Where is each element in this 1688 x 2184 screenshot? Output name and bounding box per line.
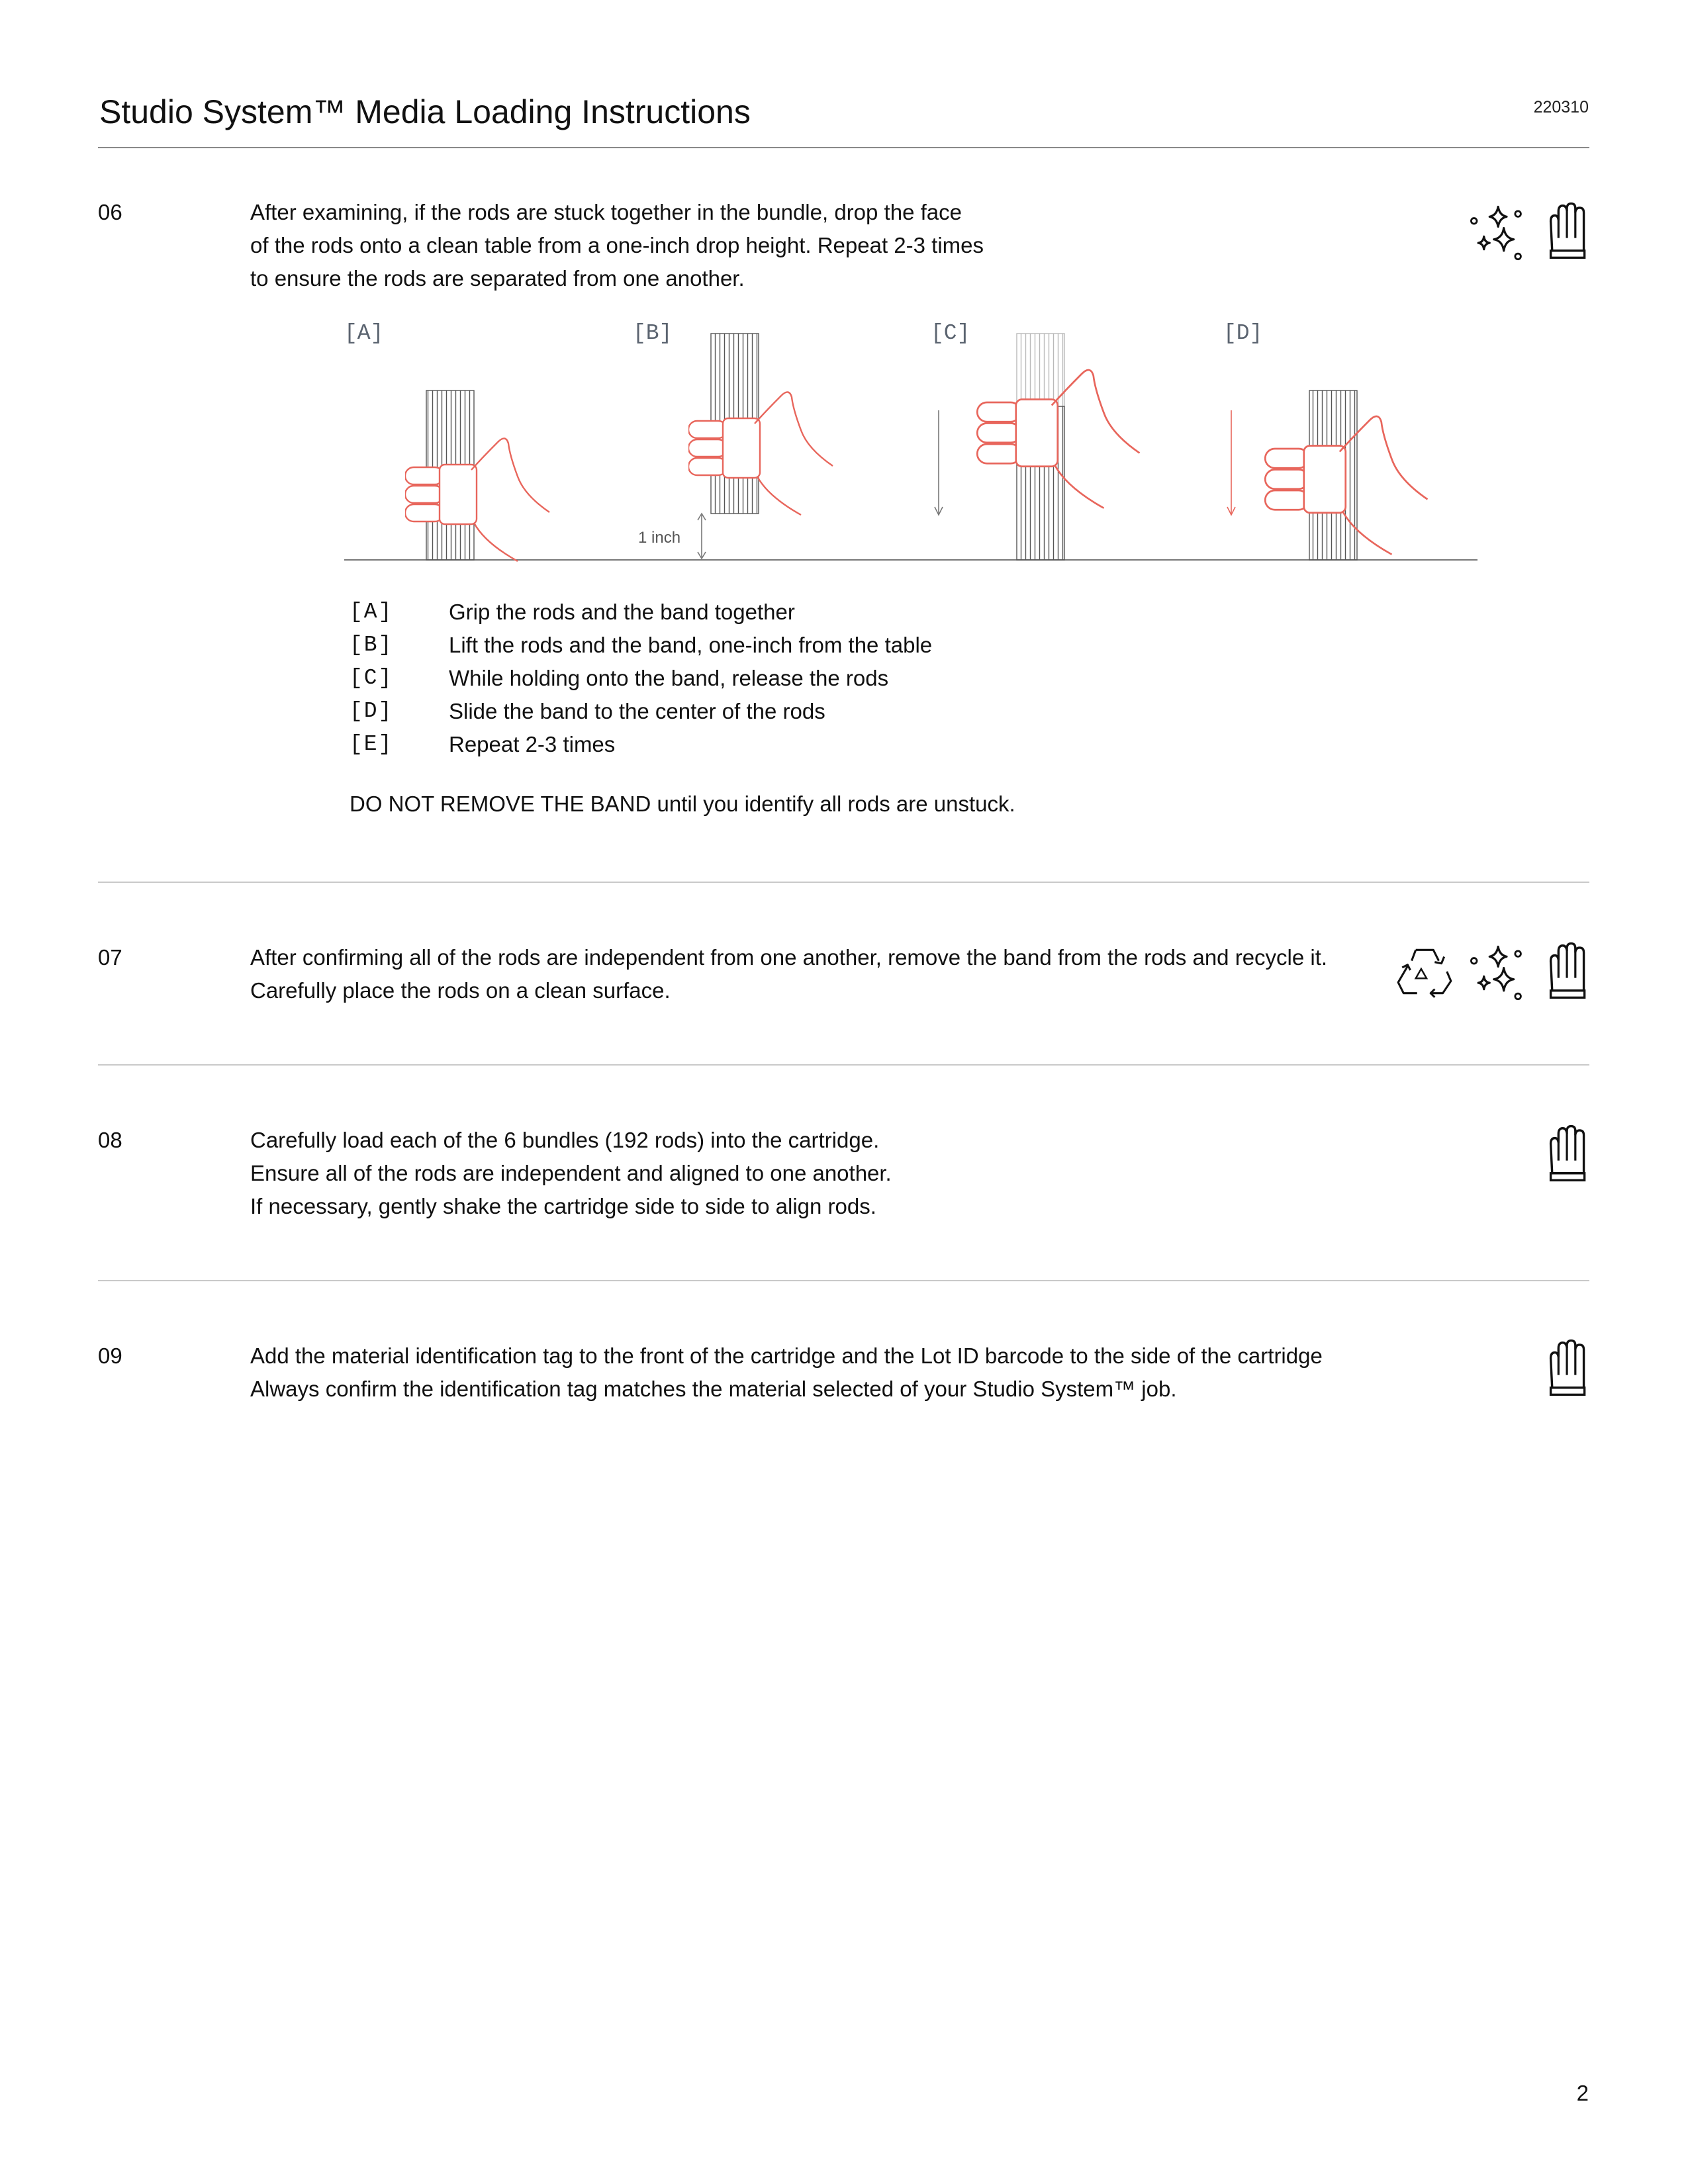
list-item [350,728,932,761]
glove-icon [1544,201,1589,261]
step-08-text [250,1124,892,1223]
step-text-line: After examining, if the rods are stuck together in the bundle, drop the face [250,200,962,224]
panel-d [1227,390,1428,560]
substep-text: Lift the rods and the band, one-inch from the table [449,633,933,657]
substep-list [350,596,932,761]
page-number: 2 [1576,2081,1589,2105]
substep-key: [C] [350,666,393,690]
figure-label-a: [A] [344,321,384,345]
step-number: 08 [98,1128,122,1152]
section-divider [98,882,1589,883]
substep-key: [D] [350,699,393,723]
figure-label-d: [D] [1223,321,1263,345]
step-text-line: Carefully load each of the 6 bundles (192 rods) into the cartridge. [250,1128,880,1152]
glove-icon [1544,941,1589,1001]
step-text-line: Carefully place the rods on a clean surface. [250,978,671,1003]
step-text-line: After confirming all of the rods are independent from one another, remove the band from the rods and recycle it. [250,945,1328,970]
substep-text: Repeat 2-3 times [449,732,616,756]
list-item [350,629,932,662]
rod-drop-figure [338,318,1489,569]
step-07-text [250,941,1327,1007]
panel-a [405,390,549,561]
step-text-line: Add the material identification tag to the front of the cartridge and the Lot ID barcode to the side of the cartridge [250,1343,1323,1368]
header-divider [98,147,1589,148]
glove-icon [1544,1124,1589,1183]
measure-label: 1 inch [638,529,681,547]
list-item [350,695,932,728]
step-09-text [250,1340,1323,1406]
document-number: 220310 [1533,98,1589,116]
list-item [350,596,932,629]
list-item [350,662,932,695]
substep-key: [A] [350,600,393,624]
panel-c [935,334,1140,560]
figure-label-c: [C] [931,321,970,345]
figure-label-b: [B] [633,321,673,345]
substep-text: Slide the band to the center of the rods [449,699,825,723]
substep-key: [E] [350,732,393,756]
step-number: 09 [98,1343,122,1368]
substep-key: [B] [350,633,393,657]
step-text-line: Ensure all of the rods are independent and aligned to one another. [250,1161,892,1185]
page-title: Studio System™ Media Loading Instructions [99,93,751,130]
step-text-line: Always confirm the identification tag matches the material selected of your Studio System™ job. [250,1377,1177,1401]
step-text-line: to ensure the rods are separated from one another. [250,266,745,291]
sparkle-icon [1467,942,1526,1002]
step-text-line: of the rods onto a clean table from a one-inch drop height. Repeat 2-3 times [250,233,984,257]
warning-text: DO NOT REMOVE THE BAND until you identify all rods are unstuck. [350,792,1015,816]
section-divider [98,1064,1589,1066]
recycle-icon [1394,942,1455,1001]
substep-text: While holding onto the band, release the rods [449,666,889,690]
substep-text: Grip the rods and the band together [449,600,795,624]
sparkle-icon [1467,203,1526,262]
step-number: 06 [98,200,122,224]
glove-icon [1544,1338,1589,1398]
step-number: 07 [98,945,122,970]
step-text-line: If necessary, gently shake the cartridge side to side to align rods. [250,1194,876,1218]
section-divider [98,1280,1589,1281]
step-06-text [250,196,984,295]
panel-b [638,334,833,559]
